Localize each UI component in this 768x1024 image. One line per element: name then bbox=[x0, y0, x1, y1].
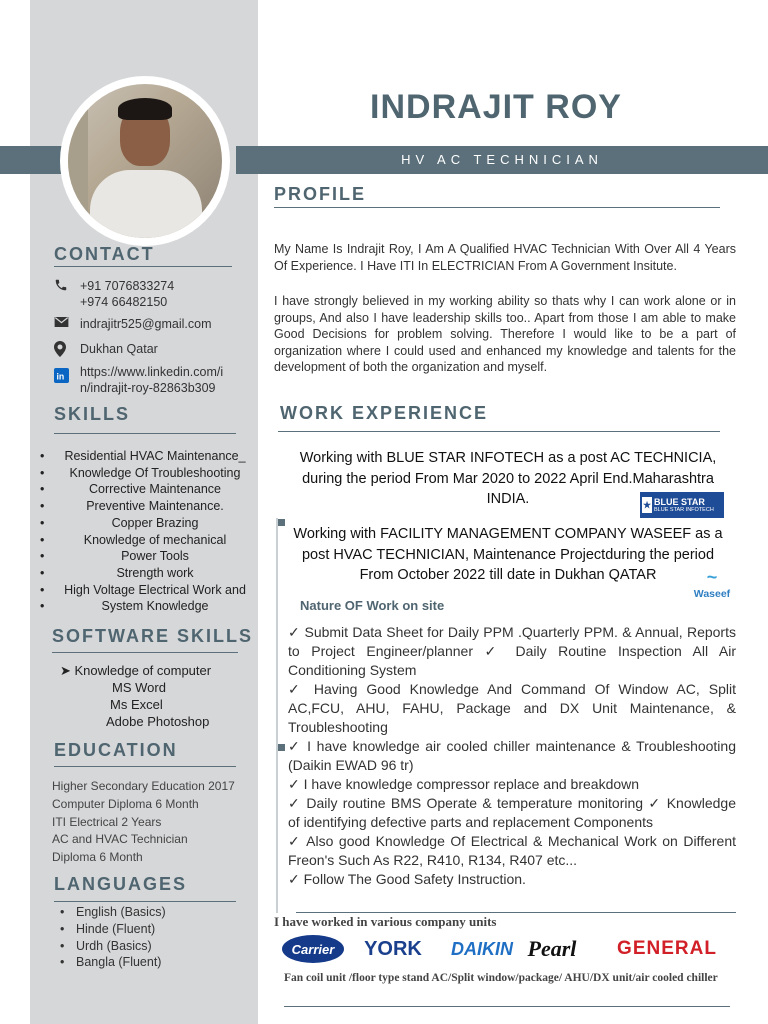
skills-list bbox=[36, 448, 260, 615]
nature-of-work-heading: Nature OF Work on site bbox=[300, 598, 445, 613]
work-experience-heading: WORK EXPERIENCE bbox=[280, 403, 489, 423]
job-title: HV AC TECHNICIAN bbox=[401, 152, 603, 167]
duty-item: ✓ Follow The Good Safety Instruction. bbox=[288, 871, 526, 887]
language-item: • Bangla (Fluent) bbox=[60, 954, 166, 971]
companies-heading: I have worked in various company units bbox=[274, 914, 497, 929]
mail-icon bbox=[54, 316, 70, 332]
profile-heading: PROFILE bbox=[274, 184, 367, 204]
phone-icon bbox=[54, 278, 70, 294]
skill-item: • High Voltage Electrical Work and bbox=[36, 582, 260, 599]
education-heading: EDUCATION bbox=[54, 740, 178, 760]
language-item: • English (Basics) bbox=[60, 904, 166, 921]
location-text: Dukhan Qatar bbox=[80, 342, 158, 356]
skills-divider bbox=[54, 433, 236, 434]
general-logo: GENERAL bbox=[617, 938, 717, 959]
phone-india[interactable]: +91 7076833274 bbox=[80, 279, 175, 293]
language-item: • Urdh (Basics) bbox=[60, 938, 166, 955]
linkedin-url-line-1[interactable]: https://www.linkedin.com/i bbox=[80, 365, 224, 379]
york-logo: YORK bbox=[364, 937, 422, 960]
contact-linkedin bbox=[54, 364, 223, 396]
skill-item: • Knowledge of mechanical bbox=[36, 532, 260, 549]
duty-item: ✓ Daily routine BMS Operate & temperature monitoring ✓ Knowledge of identifying defective parts and replacement Components bbox=[288, 795, 736, 830]
skill-item: • Knowledge Of Troubleshooting bbox=[36, 465, 260, 482]
education-item: Higher Secondary Education 2017 bbox=[52, 779, 235, 793]
daikin-logo: DAIKIN bbox=[451, 938, 513, 959]
brand-logos bbox=[282, 932, 742, 966]
education-item: ITI Electrical 2 Years bbox=[52, 814, 162, 829]
education-item: AC and HVAC Technician bbox=[52, 832, 188, 847]
software-item: MS Word bbox=[112, 680, 166, 695]
education-item: Computer Diploma 6 Month bbox=[52, 796, 199, 811]
languages-heading: LANGUAGES bbox=[54, 874, 188, 894]
skills-heading: SKILLS bbox=[54, 404, 131, 424]
duties-divider bbox=[296, 912, 736, 913]
timeline-line bbox=[276, 518, 278, 913]
contact-divider bbox=[54, 266, 232, 267]
software-item: Ms Excel bbox=[110, 697, 163, 712]
profile-divider bbox=[274, 207, 720, 208]
software-skills-heading: SOFTWARE SKILLS bbox=[52, 626, 253, 646]
skill-item: • Strength work bbox=[36, 565, 260, 582]
waseef-mark-icon: ~ bbox=[706, 567, 718, 587]
education-item: Diploma 6 Month bbox=[52, 850, 143, 865]
location-pin-icon bbox=[54, 341, 70, 357]
carrier-logo: Carrier bbox=[282, 935, 344, 963]
contact-email bbox=[54, 316, 212, 332]
linkedin-icon bbox=[54, 368, 70, 384]
skill-item: • Residential HVAC Maintenance_ bbox=[36, 448, 260, 465]
equipment-types: Fan coil unit /floor type stand AC/Split window/package/ AHU/DX unit/air cooled chiller bbox=[284, 972, 718, 984]
profile-paragraph-1: My Name Is Indrajit Roy, I Am A Qualified HVAC Technician With Over All 4 Years Of Experience. I Have ITI In ELECTRICIAN From A Government Insitute. bbox=[274, 242, 736, 273]
software-item: Adobe Photoshop bbox=[106, 714, 210, 729]
phone-qatar[interactable]: +974 66482150 bbox=[80, 295, 168, 309]
duty-item: ✓ Also good Knowledge Of Electrical & Mechanical Work on Different Freon's Such As R22, R410, R134, R407 etc... bbox=[288, 833, 736, 868]
svg-text:in: in bbox=[56, 371, 65, 382]
contact-location bbox=[54, 341, 158, 357]
contact-phone bbox=[54, 278, 174, 310]
pearl-logo: Pearl bbox=[527, 936, 577, 961]
duty-item: ✓ I have knowledge compressor replace and breakdown bbox=[288, 776, 640, 792]
star-icon: ★ bbox=[642, 497, 652, 513]
contact-heading: CONTACT bbox=[54, 244, 155, 264]
work-experience-divider bbox=[278, 431, 720, 432]
candidate-name: INDRAJIT ROY bbox=[370, 88, 622, 126]
language-item: • Hinde (Fluent) bbox=[60, 921, 166, 938]
software-list bbox=[60, 662, 211, 730]
skill-item: • Preventive Maintenance. bbox=[36, 498, 260, 515]
skill-item-continued: • System Knowledge bbox=[36, 598, 260, 615]
linkedin-url-line-2[interactable]: n/indrajit-roy-82863b309 bbox=[80, 381, 216, 395]
waseef-logo: ~ Waseef bbox=[688, 566, 736, 606]
languages-list bbox=[60, 904, 166, 971]
duties-list bbox=[288, 623, 736, 889]
job-waseef: Working with FACILITY MANAGEMENT COMPANY WASEEF as a post HVAC TECHNICIAN, Maintenance Projectduring the period From October 2022 till date in Dukhan QATAR bbox=[293, 526, 723, 583]
email-link[interactable]: indrajitr525@gmail.com bbox=[80, 317, 212, 331]
software-divider bbox=[52, 652, 238, 653]
duty-item: ✓ Having Good Knowledge And Command Of Window AC, Split AC,FCU, AHU, FAHU, Package and DX Unit Maintenance, & Troubleshooting bbox=[288, 681, 736, 735]
software-item: ➤ Knowledge of computer bbox=[60, 663, 212, 678]
education-list bbox=[52, 778, 235, 867]
footer-divider bbox=[284, 1006, 730, 1007]
profile-paragraph-2: I have strongly believed in my working ability so thats why I can work alone or in groups, And also I have leadership skills too.. Apart from those I am able to make Good Decisions for problem solving. Therefore I would like to be a part of organization where I could used and enhanced my knowledge and talents for the development of both the organization and myself. bbox=[274, 294, 736, 374]
education-divider bbox=[54, 766, 236, 767]
duty-item: ✓ I have knowledge air cooled chiller maintenance & Troubleshooting (Daikin EWAD 96 tr) bbox=[288, 738, 736, 773]
skill-item: • Copper Brazing bbox=[36, 515, 260, 532]
skill-item: • Power Tools bbox=[36, 548, 260, 565]
job-blue-star: Working with BLUE STAR INFOTECH as a post AC TECHNICIA, during the period From Mar 2020 to 2022 April End.Maharashtra INDIA. bbox=[299, 450, 717, 507]
timeline-marker bbox=[278, 744, 285, 751]
duty-item: ✓ Submit Data Sheet for Daily PPM .Quarterly PPM. & Annual, Reports to Project Engineer/planner ✓ Daily Routine Inspection All Air Conditioning System bbox=[288, 624, 736, 678]
skill-item: • Corrective Maintenance bbox=[36, 481, 260, 498]
blue-star-logo: ★ BLUE STAR BLUE STAR INFOTECH bbox=[640, 492, 724, 518]
languages-divider bbox=[54, 901, 236, 902]
profile-photo bbox=[68, 84, 222, 238]
